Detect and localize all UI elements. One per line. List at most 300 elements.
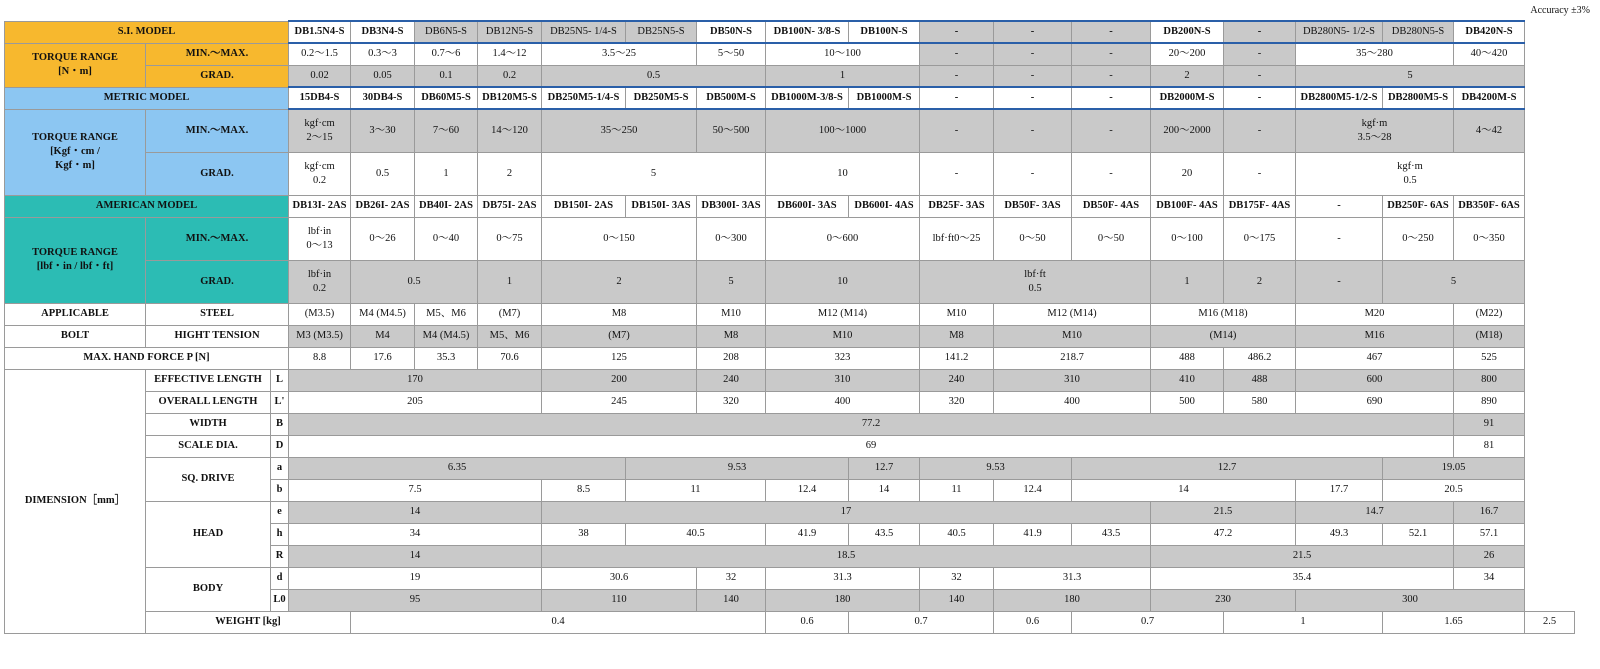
value-cell: 10〜100 <box>766 43 920 65</box>
value-cell: 0〜150 <box>542 217 697 260</box>
value-cell: M5、M6 <box>415 303 478 325</box>
scale-dia-label: SCALE DIA. <box>146 435 271 457</box>
value-cell: 0〜300 <box>697 217 766 260</box>
model-cell: DB2800M5-1/2-S <box>1296 87 1383 109</box>
value-cell: 0.7 <box>1072 611 1224 633</box>
value-cell: - <box>1072 152 1151 195</box>
model-cell: 15DB4-S <box>289 87 351 109</box>
value-cell: 0.6 <box>994 611 1072 633</box>
model-cell: DB1.5N4-S <box>289 21 351 43</box>
weight-label: WEIGHT [kg] <box>146 611 351 633</box>
model-cell: DB300I- 3AS <box>697 195 766 217</box>
american-model-label: AMERICAN MODEL <box>5 195 289 217</box>
value-cell: 0〜250 <box>1383 217 1454 260</box>
unit-text: Kgf・m] <box>55 160 95 171</box>
model-cell: DB280N5- 1/2-S <box>1296 21 1383 43</box>
model-cell: 30DB4-S <box>351 87 415 109</box>
american-torque-range-label <box>5 217 146 303</box>
value-cell: 140 <box>920 589 994 611</box>
value-cell: 410 <box>1151 369 1224 391</box>
model-cell: DB250F- 6AS <box>1383 195 1454 217</box>
value-cell: M12 (M14) <box>766 303 920 325</box>
value-cell: 230 <box>1151 589 1296 611</box>
value-cell: 2 <box>1224 260 1296 303</box>
value-cell: 245 <box>542 391 697 413</box>
value-cell: 34 <box>1454 567 1525 589</box>
american-minmax-row <box>5 217 1575 260</box>
value-cell: (M7) <box>542 325 697 347</box>
value-cell: - <box>1224 65 1296 87</box>
value-cell: 47.2 <box>1151 523 1296 545</box>
value-cell: 208 <box>697 347 766 369</box>
value-cell: 0.5 <box>542 65 766 87</box>
model-cell: - <box>994 87 1072 109</box>
unit-text: kgf·cm <box>304 117 335 129</box>
value-cell: 0〜40 <box>415 217 478 260</box>
torque-wrench-spec-table <box>4 20 1575 634</box>
value-cell: 5 <box>542 152 766 195</box>
value-cell: 95 <box>289 589 542 611</box>
grad-label: GRAD. <box>146 152 289 195</box>
model-cell: - <box>1224 87 1296 109</box>
model-cell: DB175F- 4AS <box>1224 195 1296 217</box>
value-cell: 800 <box>1454 369 1525 391</box>
model-cell: DB26I- 2AS <box>351 195 415 217</box>
value-cell: - <box>1224 43 1296 65</box>
metric-torque-range-label <box>5 109 146 195</box>
width-label: WIDTH <box>146 413 271 435</box>
value-cell: (M7) <box>478 303 542 325</box>
model-cell: DB40I- 2AS <box>415 195 478 217</box>
model-cell: DB4200M-S <box>1454 87 1525 109</box>
bolt-steel-row <box>5 303 1575 325</box>
symbol-cell: D <box>271 435 289 457</box>
model-cell: DB25F- 3AS <box>920 195 994 217</box>
value-cell: 43.5 <box>1072 523 1151 545</box>
value-cell: 500 <box>1151 391 1224 413</box>
value-cell: 0.5 <box>351 260 478 303</box>
value-cell: 12.4 <box>766 479 849 501</box>
value-cell: 0〜175 <box>1224 217 1296 260</box>
value-cell: 14〜120 <box>478 109 542 152</box>
scale-dia-row <box>5 435 1575 457</box>
value-cell: 69 <box>289 435 1454 457</box>
value-cell: M8 <box>697 325 766 347</box>
value-cell: 140 <box>697 589 766 611</box>
value-cell: 580 <box>1224 391 1296 413</box>
symbol-cell: L <box>271 369 289 391</box>
value-cell: 1.65 <box>1383 611 1525 633</box>
symbol-cell: e <box>271 501 289 523</box>
model-cell: DB250M5-1/4-S <box>542 87 626 109</box>
model-cell: - <box>994 21 1072 43</box>
value-cell: 81 <box>1454 435 1525 457</box>
value-cell: M8 <box>920 325 994 347</box>
value-cell: - <box>920 43 994 65</box>
value-cell: 0.05 <box>351 65 415 87</box>
value-cell: 20 <box>1151 152 1224 195</box>
value-text: 2〜15 <box>306 131 333 143</box>
metric-model-row <box>5 87 1575 109</box>
american-model-row <box>5 195 1575 217</box>
si-minmax-row <box>5 43 1575 65</box>
value-cell: - <box>1296 260 1383 303</box>
value-cell: - <box>1224 152 1296 195</box>
value-cell: 14 <box>1072 479 1296 501</box>
symbol-cell: h <box>271 523 289 545</box>
value-cell: 310 <box>994 369 1151 391</box>
minmax-label: MIN.〜MAX. <box>146 109 289 152</box>
value-cell: 141.2 <box>920 347 994 369</box>
value-cell: - <box>994 109 1072 152</box>
value-cell: 310 <box>766 369 920 391</box>
value-cell: 1.4〜12 <box>478 43 542 65</box>
si-torque-range-label <box>5 43 146 87</box>
model-cell: DB50N-S <box>697 21 766 43</box>
value-cell: 49.3 <box>1296 523 1383 545</box>
value-cell: 9.53 <box>920 457 1072 479</box>
hand-force-row <box>5 347 1575 369</box>
value-cell: lbf·ft0〜25 <box>920 217 994 260</box>
bolt-ht-row <box>5 325 1575 347</box>
value-cell: 14 <box>289 545 542 567</box>
value-cell: 320 <box>920 391 994 413</box>
model-cell: DB50F- 3AS <box>994 195 1072 217</box>
value-cell: 2.5 <box>1525 611 1575 633</box>
value-cell: 17.7 <box>1296 479 1383 501</box>
value-cell: 1 <box>1151 260 1224 303</box>
value-cell: 240 <box>697 369 766 391</box>
value-cell: 77.2 <box>289 413 1454 435</box>
value-cell: M16 (M18) <box>1151 303 1296 325</box>
value-cell: 488 <box>1151 347 1224 369</box>
value-cell: M5、M6 <box>478 325 542 347</box>
model-cell: - <box>1072 21 1151 43</box>
unit-text: lbf·in <box>307 268 332 280</box>
value-cell: 320 <box>697 391 766 413</box>
value-cell: M4 <box>351 325 415 347</box>
model-cell: - <box>1224 21 1296 43</box>
value-cell: 26 <box>1454 545 1525 567</box>
model-cell: - <box>1072 87 1151 109</box>
value-cell: 30.6 <box>542 567 697 589</box>
value-cell: 20〜200 <box>1151 43 1224 65</box>
grad-label: GRAD. <box>146 65 289 87</box>
value-cell: 17.6 <box>351 347 415 369</box>
value-cell: 40.5 <box>626 523 766 545</box>
value-cell: 100〜1000 <box>766 109 920 152</box>
torque-range-text: TORQUE RANGE <box>32 52 118 63</box>
value-cell: 20.5 <box>1383 479 1525 501</box>
value-cell: 14 <box>849 479 920 501</box>
value-cell: 180 <box>766 589 920 611</box>
value-cell: M10 <box>994 325 1151 347</box>
value-cell: 0〜100 <box>1151 217 1224 260</box>
value-cell: 18.5 <box>542 545 1151 567</box>
model-cell: DB120M5-S <box>478 87 542 109</box>
unit-text: lbf·ft <box>1024 268 1046 280</box>
value-cell: 70.6 <box>478 347 542 369</box>
model-cell: DB50F- 4AS <box>1072 195 1151 217</box>
value-cell: 1 <box>766 65 920 87</box>
value-cell: - <box>920 152 994 195</box>
value-cell: 34 <box>289 523 542 545</box>
symbol-cell: a <box>271 457 289 479</box>
unit-text: [lbf・in / lbf・ft] <box>36 261 114 272</box>
head-label: HEAD <box>146 501 271 567</box>
value-cell: 52.1 <box>1383 523 1454 545</box>
value-cell: 323 <box>766 347 920 369</box>
model-cell: DB420N-S <box>1454 21 1525 43</box>
bolt-label-1: APPLICABLE <box>5 303 146 325</box>
value-text: 3.5〜28 <box>1357 131 1392 143</box>
grad-label: GRAD. <box>146 260 289 303</box>
value-cell: 8.5 <box>542 479 626 501</box>
value-cell: 0.7〜6 <box>415 43 478 65</box>
dimension-label: DIMENSION［mm］ <box>5 369 146 633</box>
value-cell: 200 <box>542 369 697 391</box>
model-cell: DB13I- 2AS <box>289 195 351 217</box>
accuracy-note: Accuracy ±3% <box>1530 5 1590 16</box>
model-cell: DB25N5- 1/4-S <box>542 21 626 43</box>
value-cell: 6.35 <box>289 457 626 479</box>
value-cell: M10 <box>920 303 994 325</box>
value-cell: 240 <box>920 369 994 391</box>
body-d-row <box>5 567 1575 589</box>
value-cell: 19 <box>289 567 542 589</box>
value-cell: 32 <box>697 567 766 589</box>
metric-minmax-row <box>5 109 1575 152</box>
si-model-row <box>5 21 1575 43</box>
symbol-cell: b <box>271 479 289 501</box>
unit-text: [Kgf・cm / <box>50 146 100 157</box>
value-cell: 300 <box>1296 589 1525 611</box>
value-cell: 400 <box>994 391 1151 413</box>
metric-grad-row <box>5 152 1575 195</box>
symbol-cell: L0 <box>271 589 289 611</box>
value-cell: 5 <box>697 260 766 303</box>
value-cell: 467 <box>1296 347 1454 369</box>
value-text: 0.5 <box>1028 282 1042 294</box>
value-cell: 5 <box>1383 260 1525 303</box>
value-cell: 0.4 <box>351 611 766 633</box>
value-cell: 170 <box>289 369 542 391</box>
steel-label: STEEL <box>146 303 289 325</box>
value-cell: M4 (M4.5) <box>415 325 478 347</box>
value-cell: 2 <box>1151 65 1224 87</box>
value-cell: 11 <box>920 479 994 501</box>
value-cell: M20 <box>1296 303 1454 325</box>
weight-row <box>5 611 1575 633</box>
value-cell: 690 <box>1296 391 1454 413</box>
model-cell: DB250M5-S <box>626 87 697 109</box>
value-cell: 7〜60 <box>415 109 478 152</box>
model-cell: DB100F- 4AS <box>1151 195 1224 217</box>
american-grad-row <box>5 260 1575 303</box>
symbol-cell: L' <box>271 391 289 413</box>
value-cell: 1 <box>415 152 478 195</box>
value-cell: 525 <box>1454 347 1525 369</box>
value-cell: 57.1 <box>1454 523 1525 545</box>
value-cell: 10 <box>766 152 920 195</box>
value-cell: 40.5 <box>920 523 994 545</box>
value-text: 0.2 <box>312 174 327 186</box>
value-cell: 31.3 <box>994 567 1151 589</box>
value-cell: 40〜420 <box>1454 43 1525 65</box>
value-cell: 0.6 <box>766 611 849 633</box>
value-cell: 14 <box>289 501 542 523</box>
value-cell: 7.5 <box>289 479 542 501</box>
value-cell: 4〜42 <box>1454 109 1525 152</box>
value-cell: 10 <box>766 260 920 303</box>
value-cell: 0.7 <box>849 611 994 633</box>
value-cell: 41.9 <box>766 523 849 545</box>
model-cell: DB25N5-S <box>626 21 697 43</box>
value-cell: 180 <box>994 589 1151 611</box>
value-cell: M12 (M14) <box>994 303 1151 325</box>
model-cell: - <box>920 87 994 109</box>
value-cell: - <box>920 109 994 152</box>
value-text: 0.2 <box>312 282 327 294</box>
value-cell: 12.7 <box>849 457 920 479</box>
value-cell: - <box>994 152 1072 195</box>
value-cell: 41.9 <box>994 523 1072 545</box>
value-cell: 3.5〜25 <box>542 43 697 65</box>
value-cell: 9.53 <box>626 457 849 479</box>
effective-length-label: EFFECTIVE LENGTH <box>146 369 271 391</box>
value-cell: 486.2 <box>1224 347 1296 369</box>
value-cell: - <box>1296 217 1383 260</box>
unit-text: kgf·m <box>1397 160 1423 172</box>
model-cell: DB600I- 4AS <box>849 195 920 217</box>
value-cell: 14.7 <box>1296 501 1454 523</box>
value-cell: 5 <box>1296 65 1525 87</box>
ht-label: HIGHT TENSION <box>146 325 289 347</box>
value-cell: 1 <box>1224 611 1383 633</box>
body-label: BODY <box>146 567 271 611</box>
value-cell: 205 <box>289 391 542 413</box>
model-cell: DB600I- 3AS <box>766 195 849 217</box>
model-cell: DB350F- 6AS <box>1454 195 1525 217</box>
value-text: 0.5 <box>1403 174 1417 186</box>
value-cell: 0〜75 <box>478 217 542 260</box>
head-e-row <box>5 501 1575 523</box>
sq-drive-label: SQ. DRIVE <box>146 457 271 501</box>
model-cell: DB150I- 3AS <box>626 195 697 217</box>
value-cell: 8.8 <box>289 347 351 369</box>
model-cell: DB2000M-S <box>1151 87 1224 109</box>
value-cell <box>1296 109 1454 152</box>
value-cell: 0.3〜3 <box>351 43 415 65</box>
value-cell: 32 <box>920 567 994 589</box>
value-cell: 11 <box>626 479 766 501</box>
value-cell <box>920 260 1151 303</box>
value-cell: - <box>994 43 1072 65</box>
value-cell: - <box>1072 43 1151 65</box>
value-cell: - <box>1072 65 1151 87</box>
value-cell: 35〜250 <box>542 109 697 152</box>
model-cell: DB1000M-3/8-S <box>766 87 849 109</box>
value-cell: 43.5 <box>849 523 920 545</box>
value-cell: 21.5 <box>1151 545 1454 567</box>
value-cell: 16.7 <box>1454 501 1525 523</box>
model-cell: DB75I- 2AS <box>478 195 542 217</box>
value-cell: 50〜500 <box>697 109 766 152</box>
model-cell: DB1000M-S <box>849 87 920 109</box>
value-cell <box>289 109 351 152</box>
value-cell: 0.02 <box>289 65 351 87</box>
value-cell: 38 <box>542 523 626 545</box>
metric-model-label: METRIC MODEL <box>5 87 289 109</box>
model-cell: DB150I- 2AS <box>542 195 626 217</box>
symbol-cell: R <box>271 545 289 567</box>
value-cell: 2 <box>542 260 697 303</box>
value-cell: 1 <box>478 260 542 303</box>
model-cell: DB100N-S <box>849 21 920 43</box>
value-cell <box>289 260 351 303</box>
unit-text: kgf·m <box>1361 117 1388 129</box>
value-cell: 19.05 <box>1383 457 1525 479</box>
model-cell: DB12N5-S <box>478 21 542 43</box>
value-cell: M8 <box>542 303 697 325</box>
model-cell: DB2800M5-S <box>1383 87 1454 109</box>
value-cell: (M14) <box>1151 325 1296 347</box>
value-cell: 5〜50 <box>697 43 766 65</box>
value-cell: - <box>920 65 994 87</box>
model-cell: DB100N- 3/8-S <box>766 21 849 43</box>
model-cell: - <box>1296 195 1383 217</box>
symbol-cell: d <box>271 567 289 589</box>
value-cell: 200〜2000 <box>1151 109 1224 152</box>
model-cell: DB3N4-S <box>351 21 415 43</box>
value-cell: - <box>1224 109 1296 152</box>
value-cell: 12.4 <box>994 479 1072 501</box>
value-cell: 0.1 <box>415 65 478 87</box>
model-cell: DB280N5-S <box>1383 21 1454 43</box>
model-cell: - <box>920 21 994 43</box>
value-cell: - <box>994 65 1072 87</box>
value-cell: 12.7 <box>1072 457 1383 479</box>
value-cell: 400 <box>766 391 920 413</box>
bolt-label-2: BOLT <box>5 325 146 347</box>
width-row <box>5 413 1575 435</box>
value-cell: 91 <box>1454 413 1525 435</box>
value-cell: M10 <box>697 303 766 325</box>
value-cell: (M3.5) <box>289 303 351 325</box>
value-cell: 35.3 <box>415 347 478 369</box>
value-cell: M16 <box>1296 325 1454 347</box>
value-cell: 600 <box>1296 369 1454 391</box>
model-cell: DB6N5-S <box>415 21 478 43</box>
si-grad-row <box>5 65 1575 87</box>
value-cell: 488 <box>1224 369 1296 391</box>
value-cell: 218.7 <box>994 347 1151 369</box>
value-cell: 890 <box>1454 391 1525 413</box>
value-cell <box>289 217 351 260</box>
value-text: 0〜13 <box>306 239 333 251</box>
value-cell: 35.4 <box>1151 567 1454 589</box>
value-cell: 0〜26 <box>351 217 415 260</box>
value-cell <box>289 152 351 195</box>
value-cell: 0〜50 <box>1072 217 1151 260</box>
value-cell: 21.5 <box>1151 501 1296 523</box>
unit-text: lbf·in <box>307 225 332 237</box>
value-cell: 35〜280 <box>1296 43 1454 65</box>
value-cell: 0〜600 <box>766 217 920 260</box>
hand-force-label: MAX. HAND FORCE P [N] <box>5 347 289 369</box>
torque-range-text: TORQUE RANGE <box>32 247 118 258</box>
value-cell: (M22) <box>1454 303 1525 325</box>
